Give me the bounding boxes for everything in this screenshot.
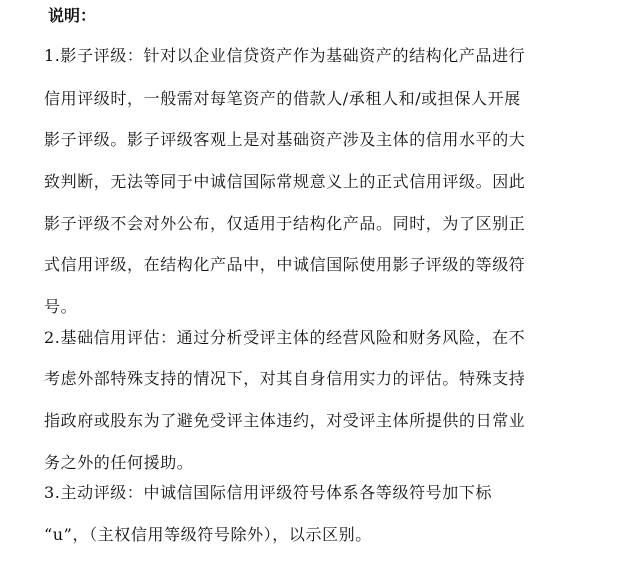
note-line: 考虑外部特殊支持的情况下，对其自身信用实力的评估。特殊支持 bbox=[44, 369, 526, 388]
note-line: 指政府或股东为了避免受评主体违约，对受评主体所提供的日常业 bbox=[44, 411, 526, 430]
note-line: 务之外的任何援助。 bbox=[44, 453, 194, 472]
note-line: 号。 bbox=[44, 297, 78, 316]
notes-heading: 说明： bbox=[48, 6, 97, 25]
note-line: 致判断，无法等同于中诚信国际常规意义上的正式信用评级。因此 bbox=[44, 172, 526, 191]
note-line: 2.基础信用评估：通过分析受评主体的经营风险和财务风险，在不 bbox=[44, 328, 526, 347]
note-line: 1.影子评级：针对以企业信贷资产作为基础资产的结构化产品进行 bbox=[44, 46, 526, 65]
note-line: 3.主动评级：中诚信国际信用评级符号体系各等级符号加下标 bbox=[44, 483, 493, 502]
note-line: 影子评级不会对外公布，仅适用于结构化产品。同时，为了区别正 bbox=[44, 214, 526, 233]
note-line: 影子评级。影子评级客观上是对基础资产涉及主体的信用水平的大 bbox=[44, 130, 526, 149]
note-line: 式信用评级，在结构化产品中，中诚信国际使用影子评级的等级符 bbox=[44, 255, 526, 274]
note-line: “u”，（主权信用等级符号除外），以示区别。 bbox=[44, 525, 372, 544]
note-line: 信用评级时，一般需对每笔资产的借款人/承租人和/或担保人开展 bbox=[44, 89, 521, 108]
